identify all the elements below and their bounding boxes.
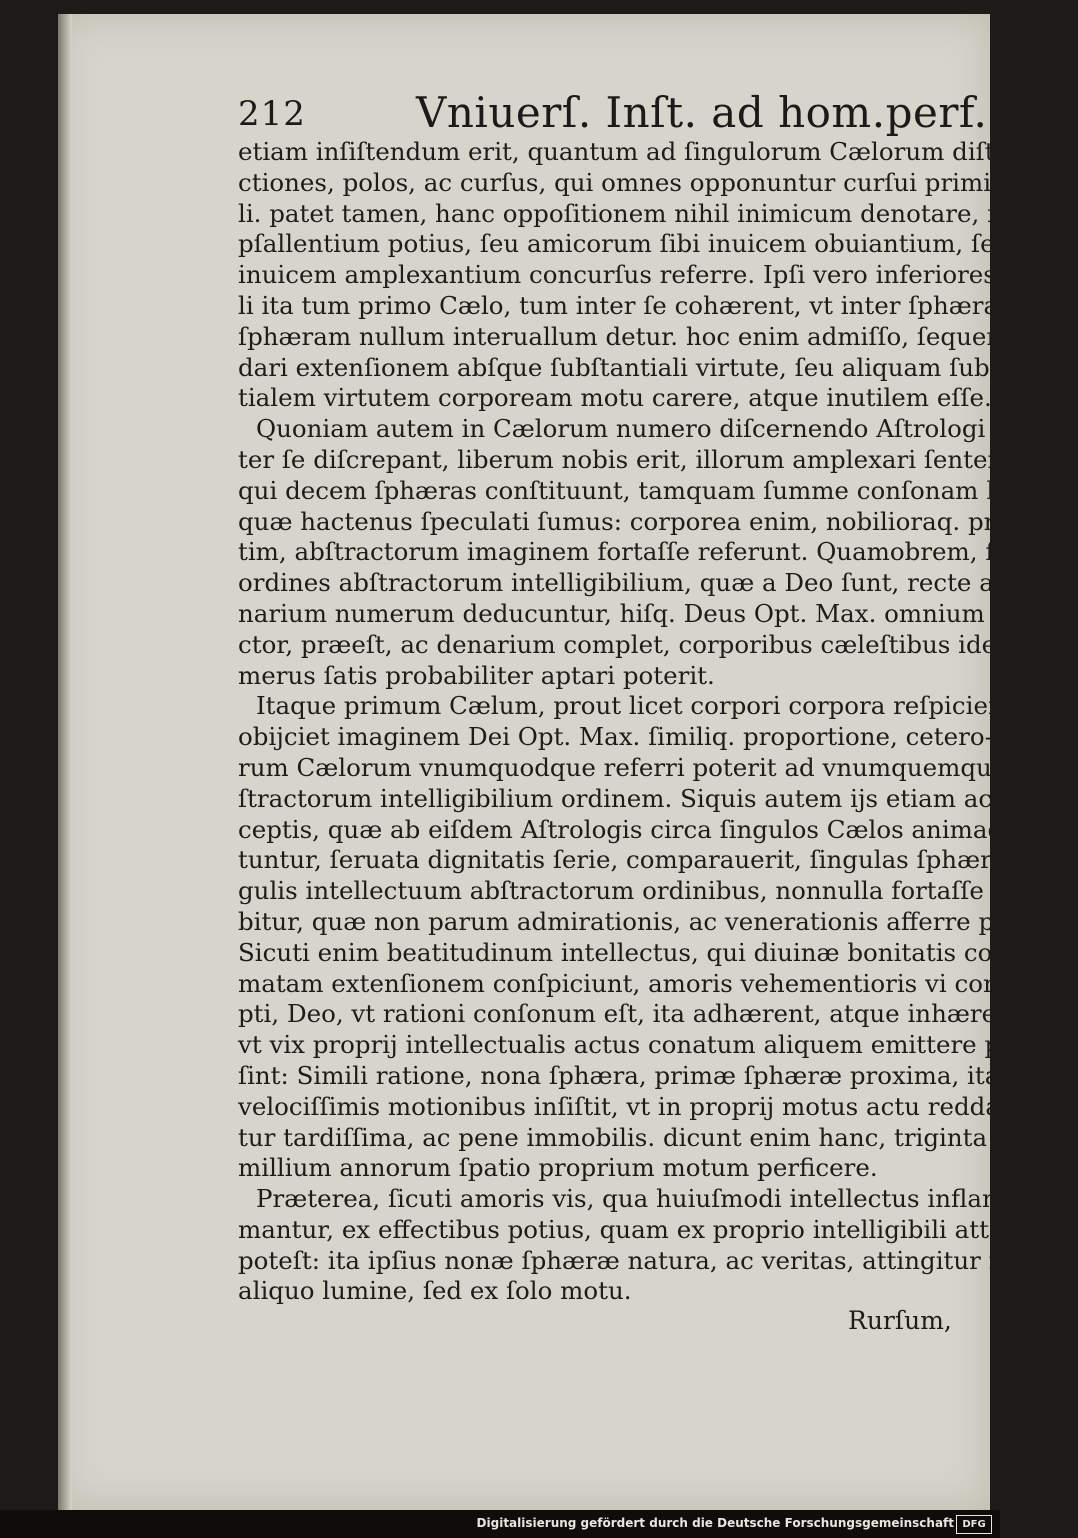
text-line: ſtractorum intelligibilium ordinem. Siquis autem ijs etiam ac- bbox=[238, 783, 1001, 813]
text-line: poteſt: ita ipſius nonæ ſphæræ natura, ac veritas, attingitur non ex bbox=[238, 1245, 1072, 1275]
page-gutter bbox=[58, 14, 72, 1510]
text-line: mantur, ex effectibus potius, quam ex proprio intelligibili attingi bbox=[238, 1214, 1037, 1244]
text-line: tuntur, ſeruata dignitatis ſerie, comparauerit, ſingulas ſphæras ſin- bbox=[238, 845, 1068, 875]
text-line: etiam inſiſtendum erit, quantum ad ſingulorum Cælorum diſtin- bbox=[238, 137, 1027, 166]
book-page bbox=[58, 14, 1078, 1510]
footer-credit: Digitalisierung gefördert durch die Deutsche Forschungsgemeinschaft bbox=[476, 1516, 954, 1530]
text-line: pſallentium potius, ſeu amicorum ſibi inuicem obuiantium, ſeq. bbox=[238, 229, 1019, 259]
text-line: ceptis, quæ ab eiſdem Aſtrologis circa ſingulos Cælos animaduer- bbox=[238, 814, 1054, 844]
text-line: bitur, quæ non parum admirationis, ac venerationis afferre poſſunt. bbox=[238, 906, 1077, 936]
page-number: 212 bbox=[238, 94, 306, 134]
text-line: Itaque primum Cælum, prout licet corpori corpora reſpicienti, bbox=[256, 691, 1030, 721]
running-title: Vniuerſ. Inſt. ad hom.perf. bbox=[416, 88, 988, 137]
text-line: Sicuti enim beatitudinum intellectus, qui diuinæ bonitatis conſum bbox=[238, 937, 1057, 967]
text-line: ordines abſtractorum intelligibilium, quæ a Deo ſunt, recte ad noue bbox=[238, 568, 1078, 598]
text-line: ſint: Simili ratione, nona ſphæra, primæ ſphæræ proxima, ita illius bbox=[238, 1060, 1067, 1090]
text-line: pti, Deo, vt rationi conſonum eſt, ita adhærent, atque inhærent, bbox=[238, 999, 1030, 1029]
text-line: narium numerum deducuntur, hiſq. Deus Opt. Max. omnium au- bbox=[238, 598, 1032, 628]
footer-bar bbox=[0, 1510, 1000, 1538]
dfg-logo: DFG bbox=[956, 1515, 992, 1534]
text-line: vt vix proprij intellectualis actus conatum aliquem emittere poſ- bbox=[238, 1030, 1033, 1060]
text-line: matam extenſionem conſpiciunt, amoris vehementioris vi corre- bbox=[238, 968, 1030, 998]
text-line: Quoniam autem in Cælorum numero diſcernendo Aſtrologi in bbox=[256, 414, 1017, 444]
text-line: aliquo lumine, ſed ex ſolo motu. bbox=[238, 1276, 632, 1306]
page-header bbox=[58, 88, 990, 144]
text-line: tialem virtutem corpoream motu carere, atque inutilem eſſe. bbox=[238, 383, 992, 413]
text-line: tim, abſtractorum imaginem fortaſſe referunt. Quamobrem, ſi bbox=[238, 537, 1003, 567]
text-line: ctiones, polos, ac curſus, qui omnes opponuntur curſui primi Cæ- bbox=[238, 167, 1049, 197]
text-line: rum Cælorum vnumquodque referri poterit ad vnumquemque ab- bbox=[238, 752, 1053, 782]
text-line: merus ſatis probabiliter aptari poterit. bbox=[238, 660, 715, 690]
body-text bbox=[238, 137, 1078, 1307]
text-line: ctor, præeſt, ac denarium complet, corporibus cæleſtibus idem nu- bbox=[238, 629, 1068, 659]
text-line: ſphæram nullum interuallum detur. hoc enim admiſſo, ſequeretur, bbox=[238, 321, 1056, 351]
text-line: inuicem amplexantium concurſus referre. Ipſi vero inferiores Cæ- bbox=[238, 260, 1054, 290]
text-line: quæ hactenus ſpeculati ſumus: corporea enim, nobilioraq. præſer- bbox=[238, 506, 1062, 536]
text-line: tur tardiſſima, ac pene immobilis. dicunt enim hanc, triginta ſex bbox=[238, 1122, 1033, 1152]
text-line: velociſſimis motionibus inſiſtit, vt in proprij motus actu redda- bbox=[238, 1091, 1009, 1121]
text-line: li. patet tamen, hanc oppoſitionem nihil inimicum denotare, ſed bbox=[238, 198, 1027, 228]
catchword: Rurſum, bbox=[848, 1306, 952, 1335]
text-line: qui decem ſphæras conſtituunt, tamquam ſumme conſonam his, bbox=[238, 475, 1031, 505]
text-line: millium annorum ſpatio proprium motum perficere. bbox=[238, 1153, 878, 1183]
text-line: ter ſe diſcrepant, liberum nobis erit, illorum amplexari ſententiam, bbox=[238, 444, 1067, 474]
text-line: obijciet imaginem Dei Opt. Max. ſimiliq. proportione, cetero- bbox=[238, 722, 993, 752]
text-line: li ita tum primo Cælo, tum inter ſe cohærent, vt inter ſphæram, & bbox=[238, 290, 1059, 320]
text-line: Præterea, ſicuti amoris vis, qua huiuſmodi intellectus inflam- bbox=[256, 1184, 1014, 1214]
text-line: gulis intellectuum abſtractorum ordinibus, nonnulla fortaſſe intue- bbox=[238, 876, 1064, 906]
text-line: dari extenſionem abſque ſubſtantiali virtute, ſeu aliquam ſubſtan- bbox=[238, 352, 1048, 382]
